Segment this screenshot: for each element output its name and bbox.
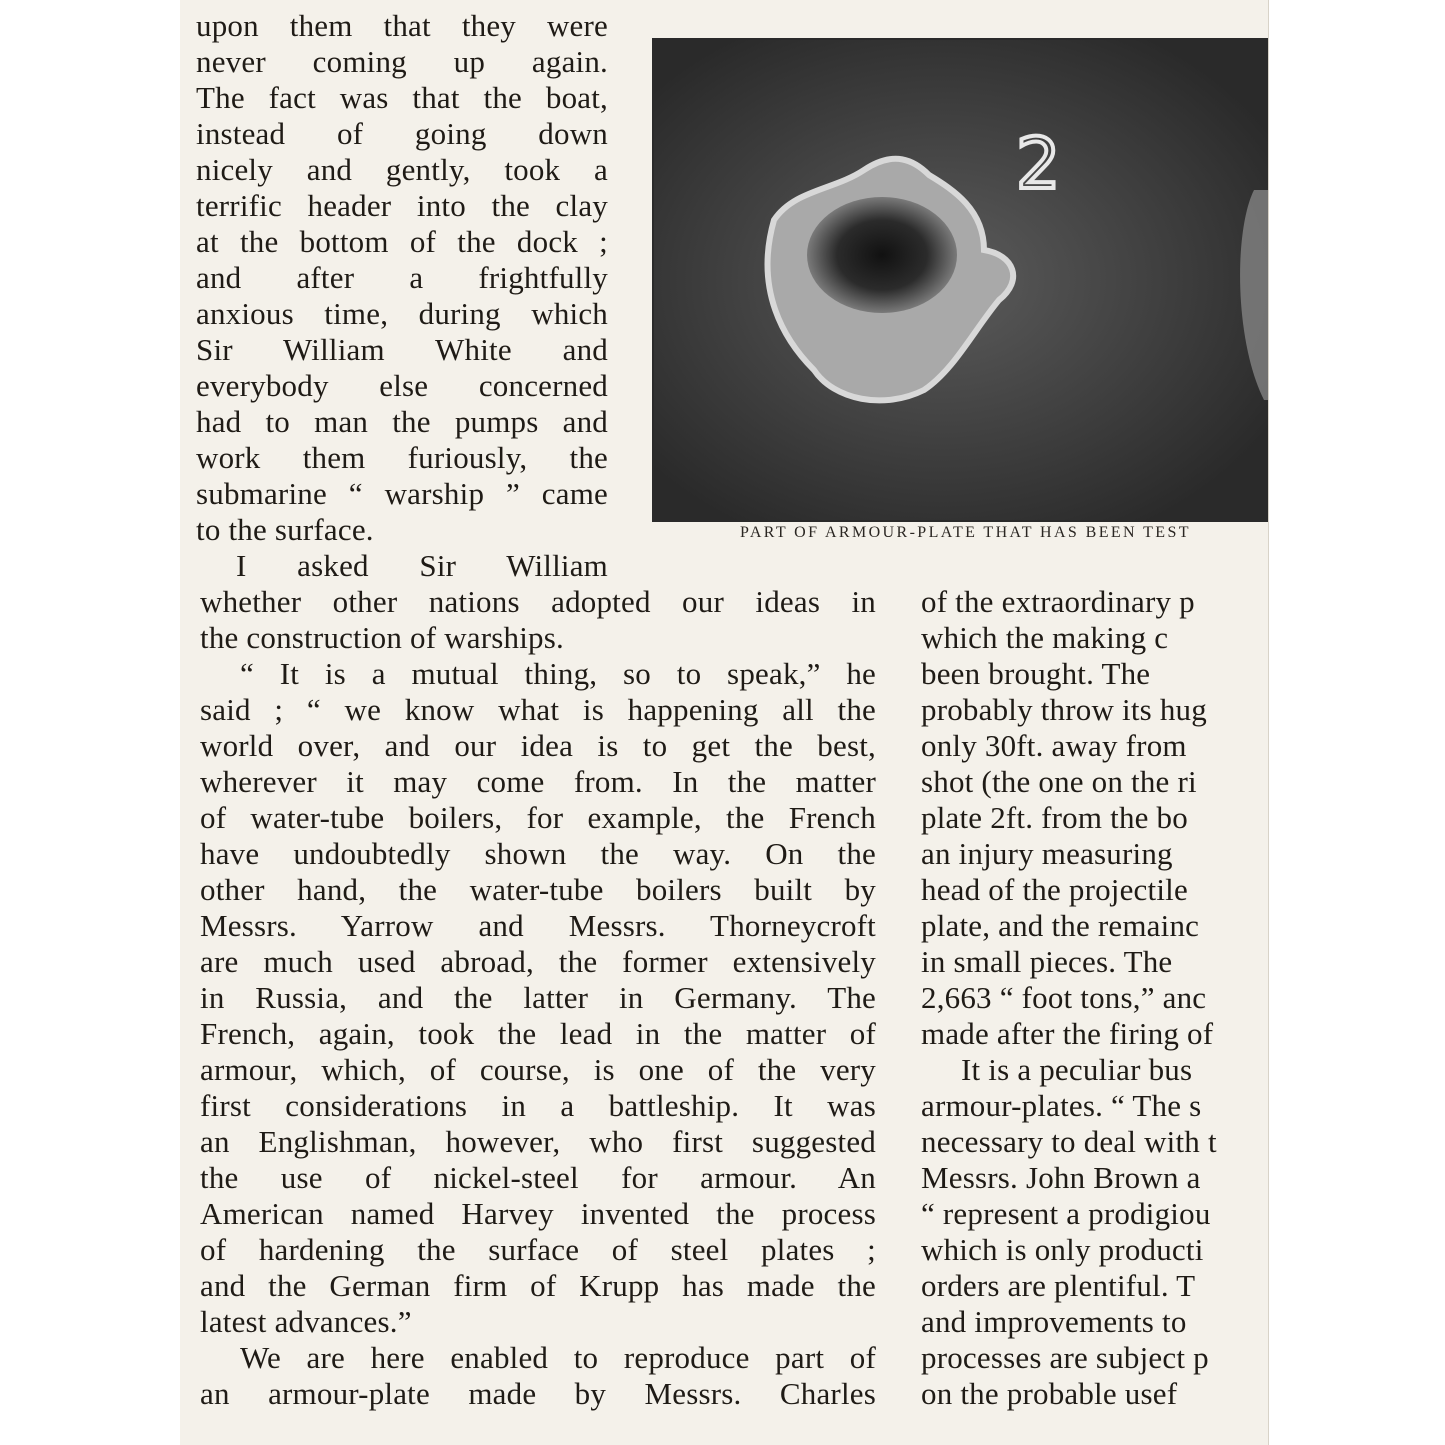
- text-line: never coming up again.: [196, 44, 608, 79]
- text-line: said ; “ we know what is happening all the: [200, 692, 876, 727]
- text-line: world over, and our idea is to get the best,: [200, 728, 876, 763]
- text-line: only 30ft. away from: [921, 728, 1187, 763]
- text-line: terrific header into the clay: [196, 188, 608, 223]
- text-line: and after a frightfully: [196, 260, 608, 295]
- plate-number-mark: 2: [1016, 123, 1061, 205]
- armour-plate-photo: [652, 38, 1268, 522]
- text-line: 2,663 “ foot tons,” anc: [921, 980, 1207, 1015]
- text-line: of water-tube boilers, for example, the French: [200, 800, 876, 835]
- text-line: Messrs. Yarrow and Messrs. Thorneycroft: [200, 908, 876, 943]
- text-line: of the extraordinary p: [921, 584, 1195, 619]
- text-line: of hardening the surface of steel plates ;: [200, 1232, 876, 1267]
- text-line: shot (the one on the ri: [921, 764, 1197, 799]
- text-line: made after the firing of: [921, 1016, 1214, 1051]
- text-line: been brought. The: [921, 656, 1151, 691]
- text-line: the construction of warships.: [200, 620, 564, 655]
- text-line: latest advances.”: [200, 1304, 412, 1339]
- text-line: upon them that they were: [196, 8, 608, 43]
- text-line: submarine “ warship ” came: [196, 476, 608, 511]
- text-line: in small pieces. The: [921, 944, 1173, 979]
- text-line: which the making c: [921, 620, 1169, 655]
- text-line: which is only producti: [921, 1232, 1204, 1267]
- text-line: and the German firm of Krupp has made the: [200, 1268, 876, 1303]
- text-line: work them furiously, the: [196, 440, 608, 475]
- text-line: the use of nickel-steel for armour. An: [200, 1160, 876, 1195]
- text-line: orders are plentiful. T: [921, 1268, 1196, 1303]
- text-line: processes are subject p: [921, 1340, 1209, 1375]
- text-line: armour-plates. “ The s: [921, 1088, 1202, 1123]
- text-line: instead of going down: [196, 116, 608, 151]
- text-line: “ It is a mutual thing, so to speak,” he: [240, 656, 876, 691]
- figure-caption: PART OF ARMOUR-PLATE THAT HAS BEEN TEST: [740, 524, 1191, 541]
- text-line: French, again, took the lead in the matter of: [200, 1016, 876, 1051]
- text-line: had to man the pumps and: [196, 404, 608, 439]
- text-line: an Englishman, however, who first suggested: [200, 1124, 876, 1159]
- text-line: an injury measuring: [921, 836, 1173, 871]
- text-line: in Russia, and the latter in Germany. The: [200, 980, 876, 1015]
- armour-plate-image: [654, 40, 1268, 520]
- text-line: “ represent a prodigiou: [921, 1196, 1211, 1231]
- text-line: American named Harvey invented the process: [200, 1196, 876, 1231]
- text-line: We are here enabled to reproduce part of: [240, 1340, 876, 1375]
- text-line: plate 2ft. from the bo: [921, 800, 1188, 835]
- text-line: head of the projectile: [921, 872, 1188, 907]
- text-line: wherever it may come from. In the matter: [200, 764, 876, 799]
- text-line: everybody else concerned: [196, 368, 608, 403]
- text-line: Messrs. John Brown a: [921, 1160, 1201, 1195]
- text-line: anxious time, during which: [196, 296, 608, 331]
- text-line: nicely and gently, took a: [196, 152, 608, 187]
- text-line: whether other nations adopted our ideas in: [200, 584, 876, 619]
- text-line: at the bottom of the dock ;: [196, 224, 608, 259]
- text-line: first considerations in a battleship. It was: [200, 1088, 876, 1123]
- text-line: and improvements to: [921, 1304, 1187, 1339]
- text-line: other hand, the water-tube boilers built by: [200, 872, 876, 907]
- text-line: The fact was that the boat,: [196, 80, 608, 115]
- text-line: I asked Sir William: [236, 548, 608, 583]
- text-line: an armour-plate made by Messrs. Charles: [200, 1376, 876, 1411]
- text-line: have undoubtedly shown the way. On the: [200, 836, 876, 871]
- document-page: [180, 0, 1268, 1445]
- text-line: plate, and the remainc: [921, 908, 1200, 943]
- text-line: are much used abroad, the former extensively: [200, 944, 876, 979]
- impact-hole: [807, 197, 957, 313]
- text-line: to the surface.: [196, 512, 374, 547]
- text-line: on the probable usef: [921, 1376, 1178, 1411]
- text-line: It is a peculiar bus: [961, 1052, 1193, 1087]
- text-line: armour, which, of course, is one of the very: [200, 1052, 876, 1087]
- text-line: Sir William White and: [196, 332, 608, 367]
- text-line: probably throw its hug: [921, 692, 1207, 727]
- text-line: necessary to deal with t: [921, 1124, 1217, 1159]
